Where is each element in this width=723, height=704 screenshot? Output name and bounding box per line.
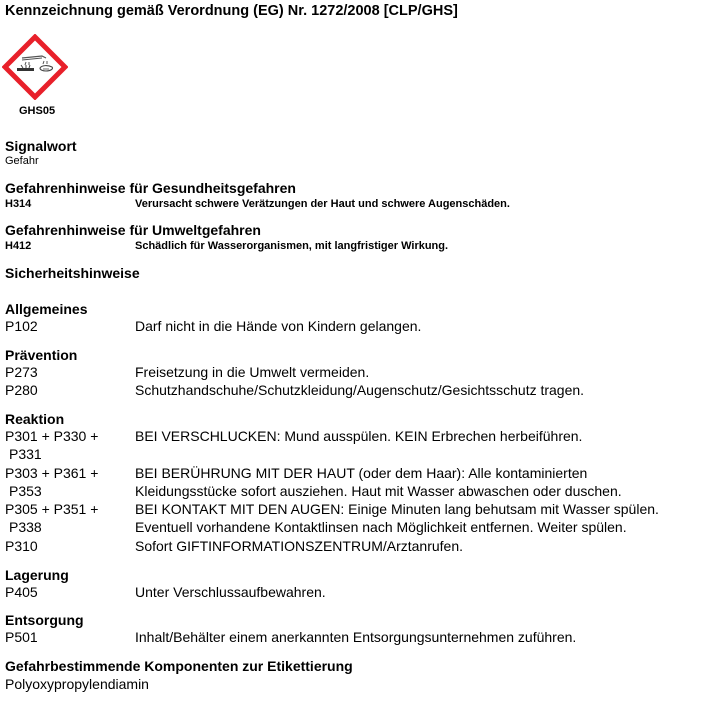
p-text-p501: Inhalt/Behälter einem anerkannten Entsorgungsunternehmen zuführen. — [135, 629, 577, 645]
p-text-p301-line1: BEI VERSCHLUCKEN: Mund ausspülen. KEIN Erbrechen herbeiführen. — [135, 428, 583, 444]
signal-word-value: Gefahr — [5, 155, 39, 167]
p-code-p102: P102 — [5, 318, 38, 334]
general-heading: Allgemeines — [5, 301, 88, 317]
components-value: Polyoxypropylendiamin — [5, 676, 149, 692]
environmental-hazards-heading: Gefahrenhinweise für Umweltgefahren — [5, 222, 261, 238]
precautionary-heading: Sicherheitshinweise — [5, 265, 140, 281]
p-text-p305-line1: BEI KONTAKT MIT DEN AUGEN: Einige Minuten lang behutsam mit Wasser spülen. — [135, 501, 659, 517]
p-text-p273: Freisetzung in die Umwelt vermeiden. — [135, 364, 370, 380]
p-code-p273: P273 — [5, 364, 38, 380]
ghs05-corrosion-icon — [2, 34, 68, 100]
p-code-p303-line2: P353 — [9, 483, 42, 499]
signal-word-heading: Signalwort — [5, 138, 77, 154]
p-text-p303-line2: Kleidungsstücke sofort ausziehen. Haut mit Wasser abwaschen oder duschen. — [135, 483, 622, 499]
p-code-p301-line2: P331 — [9, 446, 42, 462]
health-hazards-heading: Gefahrenhinweise für Gesundheitsgefahren — [5, 180, 296, 196]
hazard-code-h314: H314 — [5, 198, 32, 210]
p-text-p305-line2: Eventuell vorhandene Kontaktlinsen nach Möglichkeit entfernen. Weiter spülen. — [135, 519, 627, 535]
hazard-text-h412: Schädlich für Wasserorganismen, mit langfristiger Wirkung. — [135, 240, 449, 252]
p-code-p305-line2: P338 — [9, 519, 42, 535]
hazard-code-h412: H412 — [5, 240, 32, 252]
p-code-p305-line1: P305 + P351 + — [5, 501, 99, 517]
prevention-heading: Prävention — [5, 347, 78, 363]
pictogram-label: GHS05 — [19, 105, 56, 117]
p-code-p310: P310 — [5, 538, 38, 554]
p-code-p280: P280 — [5, 382, 38, 398]
p-text-p303-line1: BEI BERÜHRUNG MIT DER HAUT (oder dem Haar): Alle kontaminierten — [135, 465, 588, 481]
document-title: Kennzeichnung gemäß Verordnung (EG) Nr. 1272/2008 [CLP/GHS] — [5, 3, 458, 19]
p-text-p405: Unter Verschlussaufbewahren. — [135, 584, 326, 600]
p-code-p303-line1: P303 + P361 + — [5, 465, 99, 481]
p-code-p501: P501 — [5, 629, 38, 645]
components-heading: Gefahrbestimmende Komponenten zur Etikettierung — [5, 658, 353, 674]
p-code-p301-line1: P301 + P330 + — [5, 428, 99, 444]
p-code-p405: P405 — [5, 584, 38, 600]
disposal-heading: Entsorgung — [5, 612, 84, 628]
p-text-p310: Sofort GIFTINFORMATIONSZENTRUM/Arztanrufen. — [135, 538, 464, 554]
p-text-p102: Darf nicht in die Hände von Kindern gelangen. — [135, 318, 422, 334]
p-text-p280: Schutzhandschuhe/Schutzkleidung/Augenschutz/Gesichtsschutz tragen. — [135, 382, 585, 398]
hazard-text-h314: Verursacht schwere Verätzungen der Haut und schwere Augenschäden. — [135, 198, 510, 210]
response-heading: Reaktion — [5, 411, 65, 427]
storage-heading: Lagerung — [5, 567, 69, 583]
